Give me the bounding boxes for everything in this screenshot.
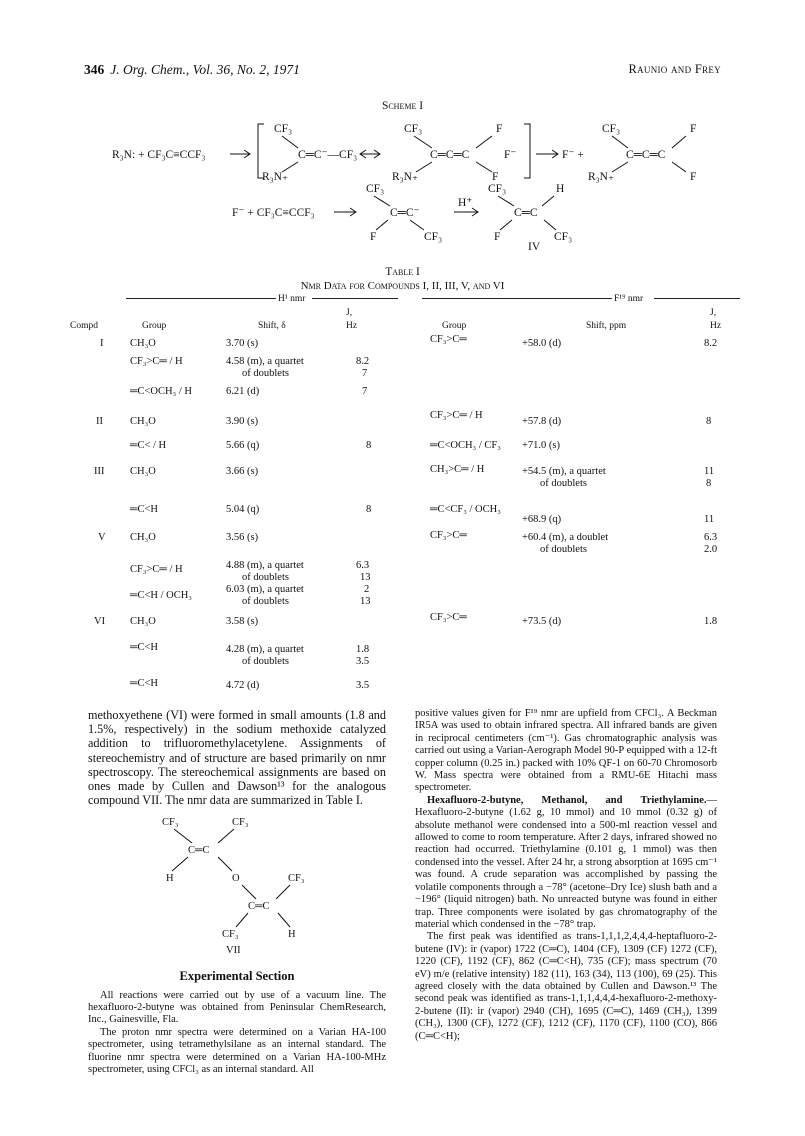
bond	[276, 885, 290, 899]
product-cf3: CF₃	[602, 123, 621, 135]
h1-rule-left	[126, 298, 276, 299]
bond	[282, 136, 298, 148]
right-text-column	[415, 708, 717, 1043]
bond	[476, 136, 492, 148]
shift-cell: 6.03 (m), a quartet	[226, 584, 304, 595]
body-paragraph: positive values given for F¹⁹ nmr are upfield from CFCl₃. A Beckman IR5A was used to obtain infrared spectra. All infrared bands are given in reciprocal centimeters (cm⁻¹). Gas chromatographic analysis was carried out using a Varian-Aerograph Model 90-P equipped with a 12-ft copper column (0.25 in.) packed with 10% QF-1 on 60-70 Chromosorb W. Mass spectra were obtained from a RMU-6E Hitachi mass spectrometer.	[415, 708, 717, 794]
group-cell: CH₃O	[130, 466, 156, 477]
bond	[544, 220, 556, 230]
product-f-bottom: F	[690, 171, 697, 183]
iv-cf3-b: CF₃	[554, 231, 573, 243]
i1-r3n: R₃N₊	[262, 171, 289, 183]
f-group-cell: ═C<CF₃ / OCH₃	[430, 504, 501, 515]
group-cell: ═C<OCH₃ / H	[130, 386, 192, 397]
group-cell: CH₃O	[130, 416, 156, 427]
shift-cell-line2: of doublets	[242, 572, 289, 583]
i2-cf3: CF₃	[404, 123, 423, 135]
row2-reactants: F⁻ + CF₃C≡CCF₃	[232, 207, 315, 219]
j-cell: 8.2	[356, 356, 370, 367]
running-head	[84, 62, 721, 82]
compd-label: VI	[94, 616, 106, 627]
vii-h2: H	[288, 929, 296, 941]
table-title: Table I	[385, 266, 420, 278]
product-r3n: R₃N₊	[588, 171, 615, 183]
bond	[376, 220, 388, 230]
f-group-cell: CH₃>C═ / H	[430, 464, 485, 475]
body-paragraph	[415, 795, 717, 931]
scheme-arrow-2	[536, 150, 558, 158]
f-group-cell: CF₃>C═	[430, 612, 467, 623]
body-paragraph: The proton nmr spectra were determined on a Varian HA-100 spectrometer, using tetramethylsilane as an internal standard. The fluorine nmr spectra were determined on a Varian HA-100-MHz spectrometer, using CFCl₃ as an internal standard. All	[88, 1026, 386, 1076]
anion-center: C═C⁻	[390, 207, 420, 219]
bond	[500, 220, 512, 230]
i1-center: C═C⁻—CF₃	[298, 149, 358, 161]
col-compd: Compd	[70, 321, 98, 331]
bond	[672, 136, 686, 148]
f-j-cell: 11	[704, 466, 715, 477]
reaction-scheme	[84, 112, 724, 252]
vii-cf3-b: CF₃	[232, 817, 249, 829]
product-center: C═C═C	[626, 149, 666, 161]
shift-cell: 4.28 (m), a quartet	[226, 644, 304, 655]
h1-header: H¹ nmr	[278, 294, 306, 304]
f19-rule-right	[654, 298, 740, 299]
body-paragraph: All reactions were carried out by use of a vacuum line. The hexafluoro-2-butyne was obtained from Peninsular ChemResearch, Inc., Gainesville, Fla.	[88, 989, 386, 1026]
f-j-cell-line2: 8	[706, 478, 712, 489]
f-j-cell-line2: 2.0	[704, 544, 718, 555]
compd-label: V	[98, 532, 106, 543]
body-paragraph: methoxyethene (VI) were formed in small amounts (1.8 and 1.5%, respectively) in the sodium methoxide catalyzed addition to trifluoromethylacetylene. Assignments of stereochemistry and of structure are based primarily on nmr spectroscopy. The stereochemical assignments are based on ones made by Cullen and Dawson¹³ for the analogous compound VII. The nmr data are summarized in Table I.	[88, 708, 386, 808]
compd-label: III	[94, 466, 105, 477]
shift-cell: 3.90 (s)	[226, 416, 259, 427]
shift-cell-line2: of doublets	[242, 368, 289, 379]
col-shift-f: Shift, ppm	[586, 321, 627, 331]
anion-f: F	[370, 231, 377, 243]
f-shift-cell: +73.5 (d)	[522, 616, 562, 627]
shift-cell: 3.70 (s)	[226, 338, 259, 349]
j-cell: 7	[362, 386, 368, 397]
shift-cell: 4.88 (m), a quartet	[226, 560, 304, 571]
bond	[236, 913, 248, 927]
bond	[414, 136, 432, 148]
compound-vii-structure	[148, 811, 328, 961]
bond	[476, 162, 492, 172]
author-names: Raunio and Frey	[628, 62, 721, 76]
nmr-data-table	[70, 294, 740, 694]
f-group-cell: ═C<OCH₃ / CF₃	[430, 440, 501, 451]
bond	[542, 196, 554, 206]
f19-rule-left	[422, 298, 612, 299]
bond	[498, 196, 514, 206]
f-group-cell: CF₃>C═	[430, 530, 467, 541]
bond	[242, 885, 256, 899]
j-cell: 8	[366, 440, 372, 451]
table-caption: Nmr Data for Compounds I, II, III, V, and VI	[300, 280, 505, 292]
vii-c2: C═C	[248, 901, 270, 913]
bond	[278, 913, 290, 927]
j-cell-line2: 13	[360, 572, 371, 583]
body-paragraph: The first peak was identified as trans-1,1,1,2,4,4,4-heptafluoro-2-butene (IV): ir (vapor) 1722 (C═C), 1404 (CF), 1309 (CF) 1272 (CF), 1220 (CF), 1192 (CF), 862 (C═C<H), 735 (CF); mass spectrum (70 eV) m/e (relative intensity) 182 (11), 163 (34), 113 (100), 69 (25). This agreed closely with the data obtained by Cullen and Dawson.¹³ The second peak was identified as trans-1,1,1,4,4,4-hexafluoro-2-methoxy-2-butene (II): ir (vapor) 2940 (CH), 1695 (C═C), 1469 (CH₃), 1399 (CH₃), 1300 (CF), 1272 (CF), 1212 (CF), 1170 (CF), 1100 (CO), 866 (C═C<H);	[415, 931, 717, 1042]
f-j-cell: 8	[706, 416, 712, 427]
j-cell-line2: 13	[360, 596, 371, 607]
scheme-reactants: R₃N: + CF₃C≡CCF₃	[112, 149, 206, 161]
col-hz-h: Hz	[346, 321, 358, 331]
i2-center: C═C═C	[430, 149, 470, 161]
left-bracket	[258, 124, 264, 178]
bond	[672, 162, 686, 172]
i2-f-bottom: F	[492, 171, 499, 183]
bond	[612, 162, 628, 172]
vii-cf3-a: CF₃	[162, 817, 179, 829]
bond	[374, 196, 390, 206]
f-shift-cell: +60.4 (m), a doublet	[522, 532, 609, 543]
anion-cf3: CF₃	[366, 183, 385, 195]
f-shift-cell: +71.0 (s)	[522, 440, 561, 451]
f-j-cell: 6.3	[704, 532, 718, 543]
j-cell: 3.5	[356, 680, 370, 691]
f19-header: F¹⁹ nmr	[614, 294, 644, 304]
f-j-cell: 11	[704, 514, 715, 525]
scheme-arrow-4	[454, 208, 478, 216]
vii-c1: C═C	[188, 845, 210, 857]
scheme-title: Scheme I	[381, 100, 424, 112]
col-hz-f: Hz	[710, 321, 722, 331]
j-header-f: J,	[710, 308, 717, 318]
scheme-arrow-3	[334, 208, 356, 216]
j-cell-line2: 7	[362, 368, 368, 379]
col-group-h: Group	[142, 321, 167, 331]
compd-label: I	[100, 338, 104, 349]
j-cell-line2: 3.5	[356, 656, 370, 667]
shift-cell: 3.58 (s)	[226, 616, 259, 627]
iv-center: C═C	[514, 207, 538, 219]
shift-cell-line2: of doublets	[242, 656, 289, 667]
proton-label: H⁺	[458, 197, 473, 209]
h1-rule-right	[312, 298, 398, 299]
compound-vii-label: VII	[226, 945, 241, 957]
bond	[218, 829, 234, 843]
iv-h: H	[556, 183, 565, 195]
i1-cf3: CF₃	[274, 123, 293, 135]
right-bracket	[524, 124, 530, 178]
paragraph-text: —Hexafluoro-2-butyne (1.62 g, 10 mmol) and 10 mmol (0.32 g) of absolute methanol were condensed into a 500-ml reaction vessel and allowed to come to room temperature. After 2 days, infrared showed no reaction had occurred. Triethylamine (0.101 g, 1 mmol) was then condensed into the vessel. After 24 hr, a strong absorption at 1695 cm⁻¹ was found. A crude separation was accomplished by passing the volatile components through a −78° (acetone–Dry Ice) slush bath and a −196° (liquid nitrogen) bath. No unreacted butyne was found in either trap. Three components were isolated by gas chromatography of the material which condensed in the −78° trap.	[415, 794, 717, 930]
group-cell: ═C< / H	[130, 440, 167, 451]
bond	[218, 857, 232, 871]
fluoride-plus: F⁻ +	[562, 149, 584, 161]
group-cell: ═C<H / OCH₃	[130, 590, 192, 601]
compound-iv-label: IV	[528, 241, 541, 252]
journal-citation	[84, 62, 300, 78]
i2-f-top: F	[496, 123, 503, 135]
iv-cf3: CF₃	[488, 183, 507, 195]
left-text-column	[88, 708, 386, 1076]
shift-cell: 5.04 (q)	[226, 504, 260, 515]
journal-title: J. Org. Chem., Vol. 36, No. 2, 1971	[110, 62, 300, 77]
vii-h1: H	[166, 873, 174, 885]
f-j-cell: 1.8	[704, 616, 718, 627]
bond	[410, 220, 424, 230]
shift-cell: 4.58 (m), a quartet	[226, 356, 304, 367]
group-cell: ═C<H	[130, 504, 158, 515]
f-j-cell: 8.2	[704, 338, 718, 349]
group-cell: CH₃O	[130, 338, 156, 349]
shift-cell: 5.66 (q)	[226, 440, 260, 451]
f-shift-cell-line2: of doublets	[540, 544, 587, 555]
section-heading: Experimental Section	[179, 969, 295, 984]
i2-r3n: R₃N₊	[392, 171, 419, 183]
shift-cell: 3.66 (s)	[226, 466, 259, 477]
f-shift-cell: +68.9 (q)	[522, 514, 562, 525]
j-cell: 6.3	[356, 560, 370, 571]
group-cell: CF₃>C═ / H	[130, 356, 183, 367]
vii-cf3-d: CF₃	[222, 929, 239, 941]
vii-cf3-c: CF₃	[288, 873, 305, 885]
run-in-heading: Hexafluoro-2-butyne, Methanol, and Triethylamine.	[427, 794, 707, 806]
f-group-cell: CF₃>C═	[430, 334, 467, 345]
f-shift-cell: +58.0 (d)	[522, 338, 562, 349]
col-shift-h: Shift, δ	[258, 321, 286, 331]
j-cell: 2	[364, 584, 370, 595]
shift-cell: 3.56 (s)	[226, 532, 259, 543]
f-shift-cell-line2: of doublets	[540, 478, 587, 489]
f-shift-cell: +54.5 (m), a quartet	[522, 466, 606, 477]
bond	[612, 136, 628, 148]
shift-cell-line2: of doublets	[242, 596, 289, 607]
scheme-arrow-1	[230, 150, 250, 158]
anion-cf3-b: CF₃	[424, 231, 443, 243]
shift-cell: 6.21 (d)	[226, 386, 260, 397]
group-cell: CH₃O	[130, 616, 156, 627]
resonance-arrow	[360, 150, 380, 158]
f-shift-cell: +57.8 (d)	[522, 416, 562, 427]
group-cell: ═C<H	[130, 642, 158, 653]
bond	[416, 162, 432, 172]
i2-anion: F⁻	[504, 149, 517, 161]
group-cell: ═C<H	[130, 678, 158, 689]
j-cell: 1.8	[356, 644, 370, 655]
j-header-h: J,	[346, 308, 353, 318]
bond	[172, 857, 188, 871]
shift-cell: 4.72 (d)	[226, 680, 260, 691]
group-cell: CF₃>C═ / H	[130, 564, 183, 575]
bond	[174, 829, 192, 843]
vii-o: O	[232, 873, 240, 885]
j-cell: 8	[366, 504, 372, 515]
compd-label: II	[96, 416, 103, 427]
group-cell: CH₃O	[130, 532, 156, 543]
f-group-cell: CF₃>C═ / H	[430, 410, 483, 421]
product-f-top: F	[690, 123, 697, 135]
iv-f: F	[494, 231, 501, 243]
col-group-f: Group	[442, 321, 467, 331]
page-number: 346	[84, 62, 105, 77]
